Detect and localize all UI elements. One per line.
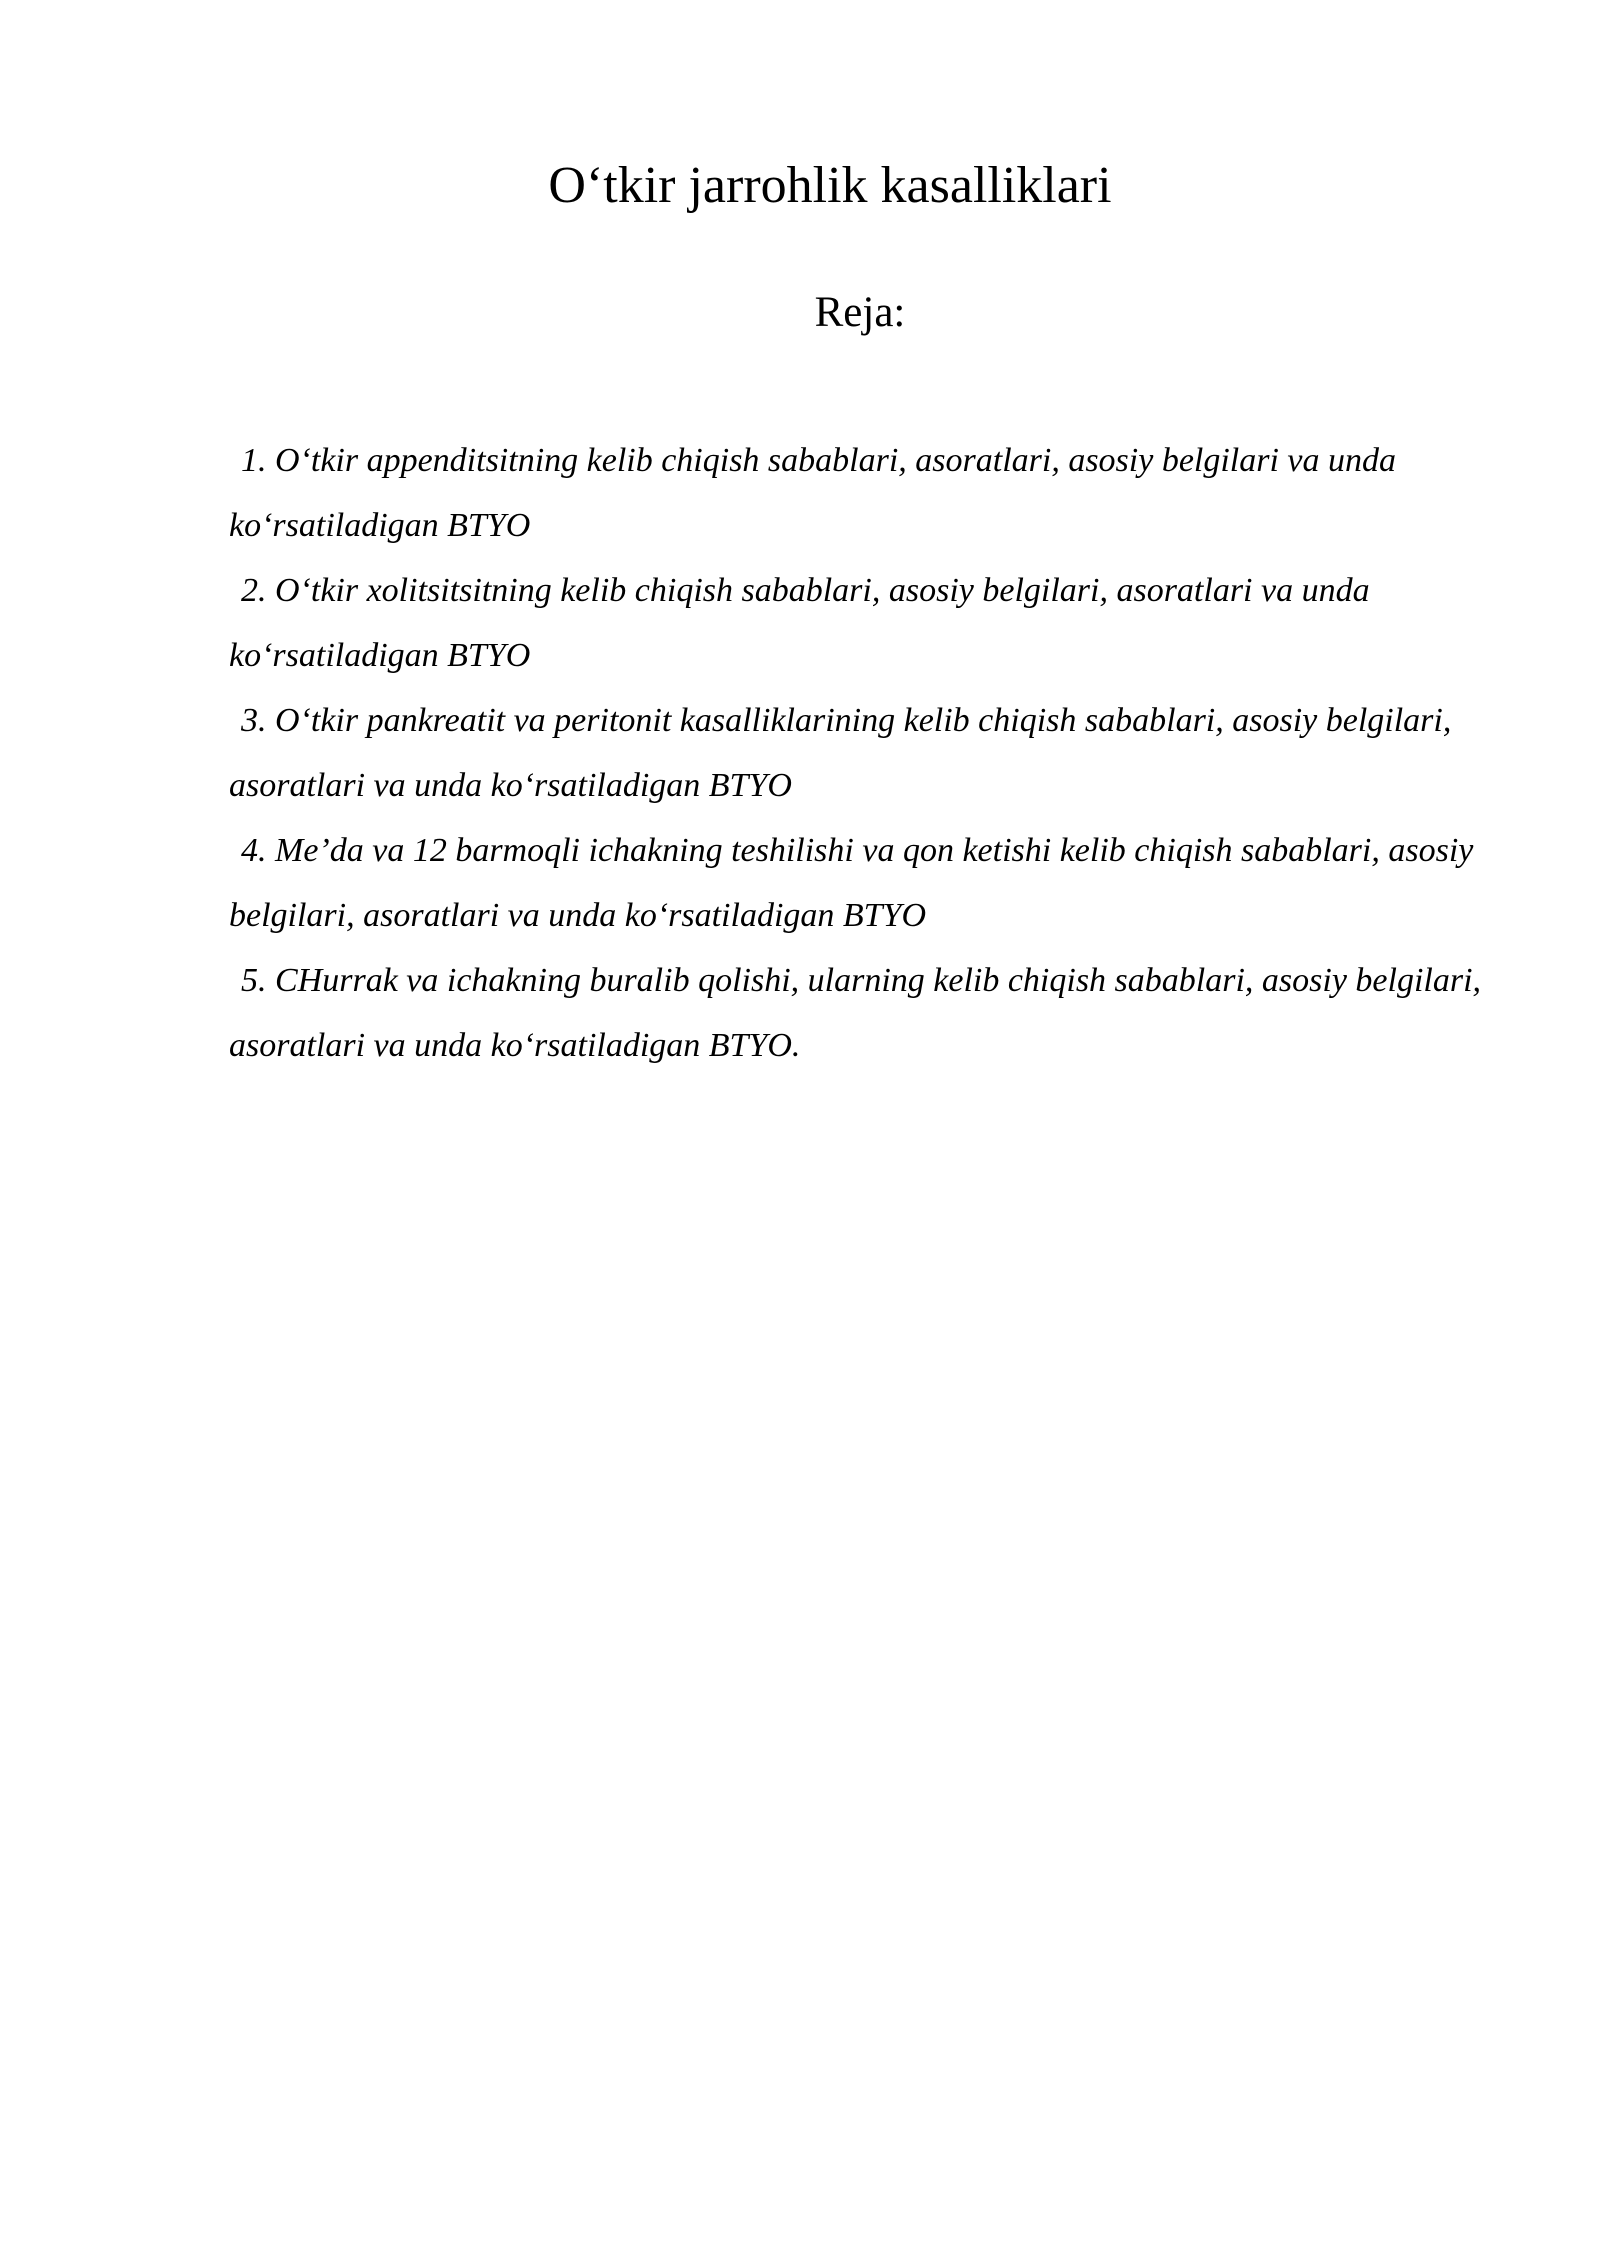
plan-item-5: 5. CHurrak va ichakning buralib qolishi, ularning kelib chiqish sabablari, asosiy belgilari, asoratlari va unda ko‘rsatiladigan BTYO.	[229, 962, 1482, 1064]
plan-item-4: 4. Me’da va 12 barmoqli ichakning teshilishi va qon ketishi kelib chiqish sabablari, asosiy belgilari, asoratlari va unda ko‘rsatiladigan BTYO	[229, 832, 1474, 934]
plan-item-2: 2. O‘tkir xolitsitsitning kelib chiqish sabablari, asosiy belgilari, asoratlari va unda ko‘rsatiladigan BTYO	[229, 572, 1370, 674]
plan-heading: Reja:	[814, 289, 906, 336]
plan-item-1: 1. O‘tkir appenditsitning kelib chiqish sabablari, asoratlari, asosiy belgilari va unda ko‘rsatiladigan BTYO	[229, 442, 1397, 544]
plan-list	[229, 428, 1491, 1078]
plan-item-3: 3. O‘tkir pankreatit va peritonit kasalliklarining kelib chiqish sabablari, asosiy belgilari, asoratlari va unda ko‘rsatiladigan BTYO	[229, 702, 1452, 804]
document-title: O‘tkir jarrohlik kasalliklari	[548, 157, 1112, 214]
